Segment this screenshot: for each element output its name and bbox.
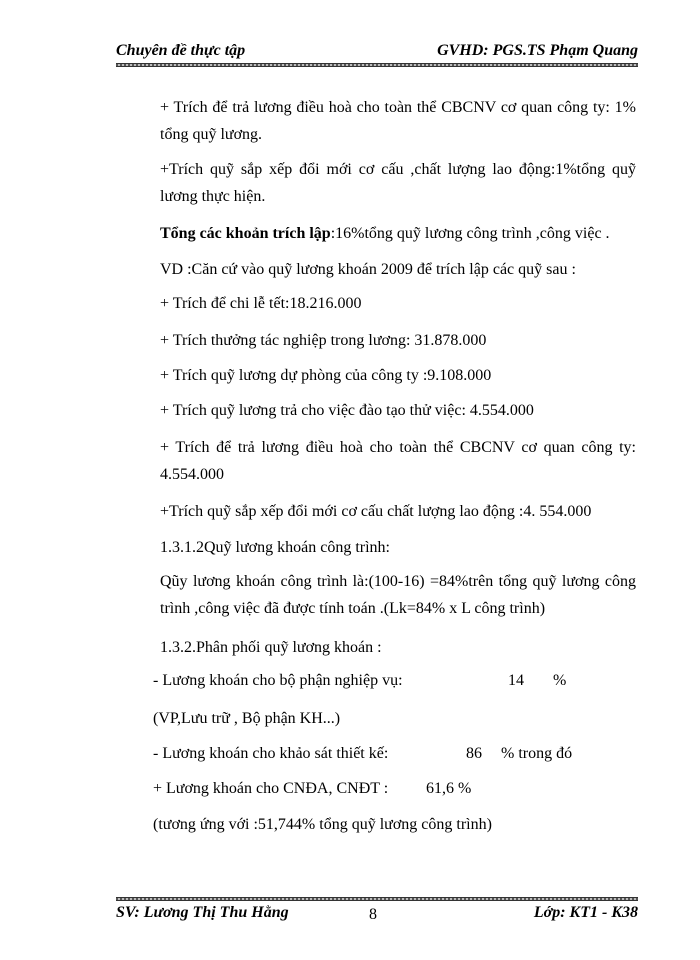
header-supervisor: GVHD: PGS.TS Phạm Quang (437, 42, 638, 59)
paragraph (116, 220, 636, 247)
footer-rule (116, 897, 638, 901)
row-unit: % (553, 672, 567, 689)
row-unit: % trong đó (501, 745, 573, 762)
section-heading: 1.3.1.2Quỹ lương khoán công trình: (160, 539, 390, 556)
row-value: 86 (466, 745, 482, 762)
paragraph: + Trích để trả lương điều hoà cho toàn thể CBCNV cơ quan công ty: 1% tổng quỹ lương. (160, 99, 636, 143)
page-number: 8 (369, 906, 377, 923)
paragraph: + Trích quỹ lương trả cho việc đào tạo thử việc: 4.554.000 (160, 402, 534, 419)
row-value: 61,6 % (426, 780, 472, 797)
row-label: (tương ứng với :51,744% tổng quỹ lương công trình) (153, 816, 492, 833)
section-heading: 1.3.2.Phân phối quỹ lương khoán : (160, 639, 382, 656)
paragraph: + Trích để trả lương điều hoà cho toàn thể CBCNV cơ quan công ty: 4.554.000 (160, 439, 636, 483)
page-footer (116, 904, 638, 926)
paragraph: +Trích quỹ sắp xếp đổi mới cơ cấu chất lượng lao động :4. 554.000 (160, 503, 592, 520)
paragraph: + Trích thưởng tác nghiệp trong lương: 31.878.000 (160, 332, 487, 349)
row-value: 14 (508, 672, 524, 689)
paragraph-text: :16%tổng quỹ lương công trình ,công việc . (330, 225, 610, 242)
allocation-row (116, 780, 636, 804)
allocation-row (116, 745, 636, 769)
bold-label: Tổng các khoản trích lập (160, 225, 331, 242)
allocation-note (116, 710, 636, 734)
footer-student: SV: Lương Thị Thu Hằng (116, 904, 289, 921)
header-title: Chuyên đề thực tập (116, 42, 246, 59)
paragraph: +Trích quỹ sắp xếp đổi mới cơ cấu ,chất lượng lao động:1%tổng quỹ lương thực hiện. (160, 161, 636, 205)
row-label: + Lương khoán cho CNĐA, CNĐT : (153, 780, 389, 797)
paragraph: VD :Căn cứ vào quỹ lương khoán 2009 để trích lập các quỹ sau : (160, 261, 576, 278)
paragraph: + Trích để chi lễ tết:18.216.000 (160, 295, 362, 312)
row-label: - Lương khoán cho bộ phận nghiệp vụ: (153, 672, 403, 689)
allocation-note (116, 816, 636, 840)
paragraph: Qũy lương khoán công trình là:(100-16) =84%trên tổng quỹ lương công trình ,công việc đã được tính toán .(Lk=84% x L công trình) (160, 573, 636, 617)
header-rule (116, 63, 638, 67)
footer-class: Lớp: KT1 - K38 (533, 904, 638, 921)
allocation-row (116, 672, 636, 696)
row-label: - Lương khoán cho khảo sát thiết kế: (153, 745, 389, 762)
row-label: (VP,Lưu trữ , Bộ phận KH...) (153, 710, 341, 727)
page-header (116, 42, 638, 64)
paragraph: + Trích quỹ lương dự phòng của công ty :9.108.000 (160, 367, 492, 384)
